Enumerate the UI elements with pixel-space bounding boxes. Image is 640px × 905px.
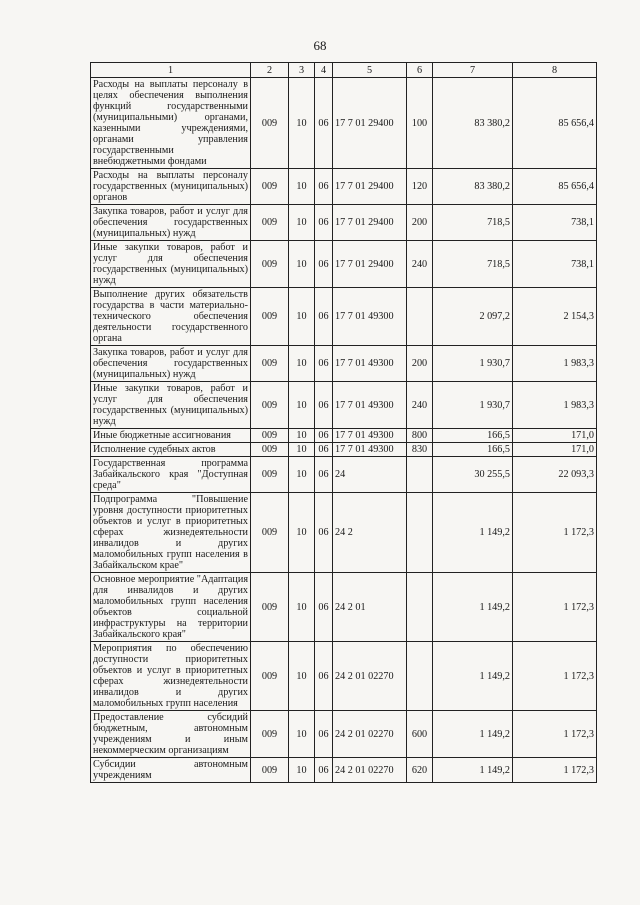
table-row — [91, 711, 597, 758]
amount-year-1: 1 149,2 — [433, 493, 513, 573]
expense-name: Расходы на выплаты персоналу в целях обеспечения выполнения функций государственными (муниципальными) органами, казенными учреждениями, органами управления государственными внебюджетными фондами — [91, 78, 251, 169]
budget-table — [90, 62, 597, 783]
ministry-code: 009 — [251, 382, 289, 429]
amount-year-1: 166,5 — [433, 429, 513, 443]
column-header: 5 — [333, 63, 407, 78]
expense-name: Государственная программа Забайкальского края "Доступная среда" — [91, 457, 251, 493]
amount-year-2: 1 983,3 — [513, 346, 597, 382]
subsection-code: 06 — [315, 346, 333, 382]
ministry-code: 009 — [251, 758, 289, 783]
expense-type-code: 200 — [407, 346, 433, 382]
column-header: 8 — [513, 63, 597, 78]
target-article-code: 24 — [333, 457, 407, 493]
amount-year-1: 83 380,2 — [433, 169, 513, 205]
table-row — [91, 382, 597, 429]
ministry-code: 009 — [251, 457, 289, 493]
target-article-code: 17 7 01 49300 — [333, 382, 407, 429]
target-article-code: 17 7 01 49300 — [333, 346, 407, 382]
amount-year-2: 1 172,3 — [513, 642, 597, 711]
section-code: 10 — [289, 711, 315, 758]
expense-type-code — [407, 493, 433, 573]
expense-name: Мероприятия по обеспечению доступности приоритетных объектов и услуг в приоритетных сферах жизнедеятельности инвалидов и других маломобильных групп населения — [91, 642, 251, 711]
amount-year-1: 718,5 — [433, 241, 513, 288]
section-code: 10 — [289, 457, 315, 493]
amount-year-1: 166,5 — [433, 443, 513, 457]
target-article-code: 17 7 01 49300 — [333, 429, 407, 443]
target-article-code: 24 2 01 — [333, 573, 407, 642]
target-article-code: 24 2 01 02270 — [333, 642, 407, 711]
section-code: 10 — [289, 443, 315, 457]
expense-type-code: 830 — [407, 443, 433, 457]
amount-year-2: 171,0 — [513, 443, 597, 457]
amount-year-2: 1 172,3 — [513, 758, 597, 783]
table-row — [91, 642, 597, 711]
table-row — [91, 573, 597, 642]
subsection-code: 06 — [315, 573, 333, 642]
expense-type-code: 600 — [407, 711, 433, 758]
table-row — [91, 346, 597, 382]
section-code: 10 — [289, 288, 315, 346]
section-code: 10 — [289, 78, 315, 169]
amount-year-2: 171,0 — [513, 429, 597, 443]
expense-name: Иные закупки товаров, работ и услуг для обеспечения государственных (муниципальных) нужд — [91, 382, 251, 429]
column-header: 3 — [289, 63, 315, 78]
page-number: 68 — [313, 38, 327, 53]
ministry-code: 009 — [251, 443, 289, 457]
column-header: 6 — [407, 63, 433, 78]
expense-type-code: 620 — [407, 758, 433, 783]
ministry-code: 009 — [251, 241, 289, 288]
expense-name: Закупка товаров, работ и услуг для обеспечения государственных (муниципальных) нужд — [91, 205, 251, 241]
amount-year-1: 1 149,2 — [433, 758, 513, 783]
expense-name: Субсидии автономным учреждениям — [91, 758, 251, 783]
expense-type-code — [407, 288, 433, 346]
target-article-code: 24 2 — [333, 493, 407, 573]
expense-name: Выполнение других обязательств государства в части материально-технического обеспечения деятельности государственного органа — [91, 288, 251, 346]
column-header: 7 — [433, 63, 513, 78]
expense-name: Иные бюджетные ассигнования — [91, 429, 251, 443]
amount-year-1: 83 380,2 — [433, 78, 513, 169]
expense-name: Основное мероприятие "Адаптация для инвалидов и других маломобильных групп населения объектов социальной инфраструктуры на территории Забайкальского края" — [91, 573, 251, 642]
table-row — [91, 457, 597, 493]
ministry-code: 009 — [251, 642, 289, 711]
expense-type-code: 120 — [407, 169, 433, 205]
target-article-code: 24 2 01 02270 — [333, 758, 407, 783]
section-code: 10 — [289, 493, 315, 573]
column-header: 2 — [251, 63, 289, 78]
amount-year-1: 1 149,2 — [433, 642, 513, 711]
header-row — [91, 63, 597, 78]
amount-year-2: 2 154,3 — [513, 288, 597, 346]
target-article-code: 17 7 01 29400 — [333, 78, 407, 169]
section-code: 10 — [289, 758, 315, 783]
ministry-code: 009 — [251, 78, 289, 169]
section-code: 10 — [289, 573, 315, 642]
subsection-code: 06 — [315, 642, 333, 711]
table-row — [91, 169, 597, 205]
amount-year-2: 1 983,3 — [513, 382, 597, 429]
ministry-code: 009 — [251, 429, 289, 443]
ministry-code: 009 — [251, 493, 289, 573]
section-code: 10 — [289, 382, 315, 429]
subsection-code: 06 — [315, 429, 333, 443]
expense-name: Расходы на выплаты персоналу государственных (муниципальных) органов — [91, 169, 251, 205]
subsection-code: 06 — [315, 443, 333, 457]
subsection-code: 06 — [315, 493, 333, 573]
amount-year-2: 738,1 — [513, 241, 597, 288]
ministry-code: 009 — [251, 205, 289, 241]
subsection-code: 06 — [315, 711, 333, 758]
expense-name: Закупка товаров, работ и услуг для обеспечения государственных (муниципальных) нужд — [91, 346, 251, 382]
expense-name: Исполнение судебных актов — [91, 443, 251, 457]
section-code: 10 — [289, 205, 315, 241]
target-article-code: 17 7 01 49300 — [333, 443, 407, 457]
expense-name: Иные закупки товаров, работ и услуг для обеспечения государственных (муниципальных) нужд — [91, 241, 251, 288]
target-article-code: 17 7 01 29400 — [333, 169, 407, 205]
table-row — [91, 78, 597, 169]
amount-year-1: 1 149,2 — [433, 711, 513, 758]
subsection-code: 06 — [315, 457, 333, 493]
amount-year-1: 2 097,2 — [433, 288, 513, 346]
subsection-code: 06 — [315, 169, 333, 205]
subsection-code: 06 — [315, 205, 333, 241]
ministry-code: 009 — [251, 573, 289, 642]
expense-type-code: 240 — [407, 382, 433, 429]
amount-year-1: 718,5 — [433, 205, 513, 241]
expense-name: Подпрограмма "Повышение уровня доступности приоритетных объектов и услуг в приоритетных сферах жизнедеятельности инвалидов и других маломобильных групп населения в Забайкальском крае" — [91, 493, 251, 573]
expense-type-code: 100 — [407, 78, 433, 169]
column-header: 1 — [91, 63, 251, 78]
table-row — [91, 429, 597, 443]
amount-year-2: 1 172,3 — [513, 573, 597, 642]
expense-type-code — [407, 457, 433, 493]
expense-type-code: 200 — [407, 205, 433, 241]
ministry-code: 009 — [251, 288, 289, 346]
amount-year-2: 1 172,3 — [513, 711, 597, 758]
amount-year-1: 1 149,2 — [433, 573, 513, 642]
expense-type-code — [407, 573, 433, 642]
target-article-code: 17 7 01 29400 — [333, 205, 407, 241]
subsection-code: 06 — [315, 288, 333, 346]
ministry-code: 009 — [251, 346, 289, 382]
ministry-code: 009 — [251, 711, 289, 758]
target-article-code: 17 7 01 29400 — [333, 241, 407, 288]
target-article-code: 24 2 01 02270 — [333, 711, 407, 758]
expense-type-code — [407, 642, 433, 711]
target-article-code: 17 7 01 49300 — [333, 288, 407, 346]
amount-year-1: 1 930,7 — [433, 382, 513, 429]
table-row — [91, 288, 597, 346]
subsection-code: 06 — [315, 78, 333, 169]
table-row — [91, 241, 597, 288]
amount-year-2: 738,1 — [513, 205, 597, 241]
expense-type-code: 800 — [407, 429, 433, 443]
amount-year-1: 1 930,7 — [433, 346, 513, 382]
amount-year-2: 22 093,3 — [513, 457, 597, 493]
amount-year-2: 85 656,4 — [513, 78, 597, 169]
ministry-code: 009 — [251, 169, 289, 205]
column-header: 4 — [315, 63, 333, 78]
amount-year-1: 30 255,5 — [433, 457, 513, 493]
subsection-code: 06 — [315, 382, 333, 429]
subsection-code: 06 — [315, 758, 333, 783]
table-row — [91, 493, 597, 573]
section-code: 10 — [289, 346, 315, 382]
section-code: 10 — [289, 169, 315, 205]
table-row — [91, 205, 597, 241]
expense-name: Предоставление субсидий бюджетным, автономным учреждениям и иным некоммерческим организациям — [91, 711, 251, 758]
amount-year-2: 85 656,4 — [513, 169, 597, 205]
table-row — [91, 758, 597, 783]
section-code: 10 — [289, 241, 315, 288]
table-row — [91, 443, 597, 457]
amount-year-2: 1 172,3 — [513, 493, 597, 573]
expense-type-code: 240 — [407, 241, 433, 288]
section-code: 10 — [289, 429, 315, 443]
subsection-code: 06 — [315, 241, 333, 288]
section-code: 10 — [289, 642, 315, 711]
